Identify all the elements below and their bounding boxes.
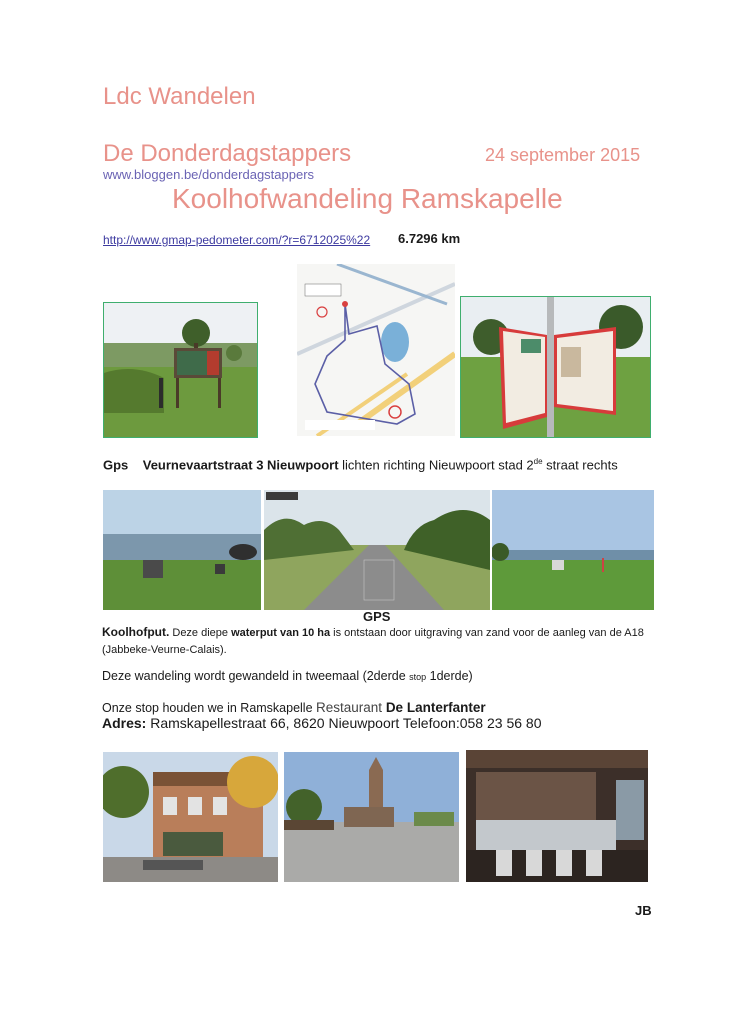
route-distance: 6.7296 km <box>398 231 461 246</box>
koolhof-text-2: is ontstaan door uitgraving van zand voor de aanleg van de A18 (Jabbeke-Veurne-Calais). <box>102 627 644 656</box>
koolhof-bold: waterput van 10 ha <box>231 627 331 639</box>
signature-initials: JB <box>635 903 652 918</box>
gps-label: GPS <box>363 609 391 624</box>
gps-directions-end: straat rechts <box>542 457 618 473</box>
walk-date: 24 september 2015 <box>485 145 641 165</box>
photo-church-square <box>284 752 459 882</box>
gps-superscript: de <box>533 457 543 466</box>
stop-name: De Lanterfanter <box>385 700 486 715</box>
photo-restaurant-exterior <box>103 752 278 882</box>
address-value: Ramskapellestraat 66, 8620 Nieuwpoort Telefoon:058 23 56 80 <box>146 715 542 731</box>
photo-road <box>264 490 490 610</box>
gps-directions-text: lichten richting Nieuwpoort stad 2 <box>338 457 534 473</box>
gps-prefix: Gps <box>103 457 129 473</box>
walk-paragraph <box>102 668 662 685</box>
route-map <box>297 264 455 436</box>
route-link[interactable]: http://www.gmap-pedometer.com/?r=6712025%22 <box>103 233 371 247</box>
koolhof-text-1: Deze diepe <box>169 627 232 639</box>
address-line <box>102 715 662 731</box>
stop-text: Onze stop houden we in Ramskapelle <box>102 701 317 715</box>
koolhof-paragraph <box>102 624 662 658</box>
photo-restaurant-interior <box>466 750 648 882</box>
gps-address: Veurnevaartstraat 3 Nieuwpoort <box>142 457 339 473</box>
photo-info-board <box>460 296 651 438</box>
photo-lake-meadow <box>492 490 654 610</box>
address-label: Adres: <box>102 715 147 731</box>
koolhof-name: Koolhofput. <box>102 625 170 639</box>
page-title: Koolhofwandeling Ramskapelle <box>172 183 563 214</box>
stop-restaurant: Restaurant <box>316 700 386 715</box>
walk-text-1: Deze wandeling wordt gewandeld in tweemaal (2derde <box>102 669 410 683</box>
walk-small: stop <box>409 672 427 682</box>
gps-directions <box>103 457 618 472</box>
blog-url: www.bloggen.be/donderdagstappers <box>103 167 315 182</box>
walk-text-2: 1derde) <box>426 669 473 683</box>
photo-lake-shore <box>103 490 261 610</box>
stop-paragraph <box>102 700 662 716</box>
photo-info-sign <box>103 302 258 438</box>
group-name: De Donderdagstappers <box>103 140 352 167</box>
club-name: Ldc Wandelen <box>103 83 256 110</box>
